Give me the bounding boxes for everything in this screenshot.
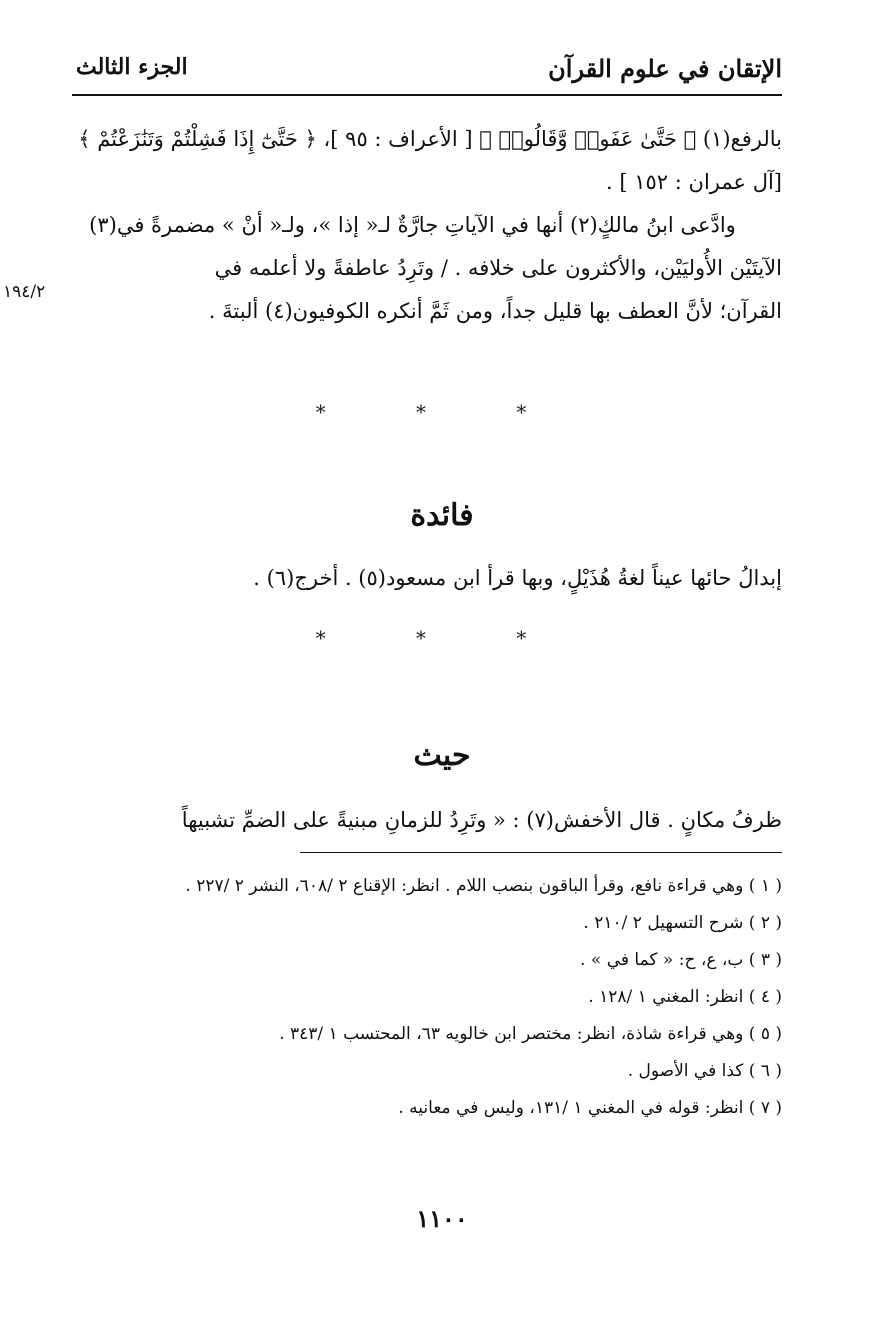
haythu-text: ظرفُ مكانٍ . قال الأخفش(٧) : « وتَرِدُ للزمانِ مبنيةً على الضمِّ تشبيهاً xyxy=(181,808,782,832)
margin-page-reference: ١٩٤/٢ xyxy=(3,282,46,302)
footnote-4: ( ٤ ) انظر: المغني ١ /١٢٨ . xyxy=(588,987,782,1007)
volume-label: الجزء الثالث xyxy=(76,54,188,80)
separator-stars-1: * * * xyxy=(315,400,569,424)
paragraph-2-line-1: وادَّعى ابنُ مالكٍ(٢) أنها في الآياتِ جارَّةٌ لـ« إذا »، ولـ« أنْ » مضمرةً في(٣) xyxy=(89,213,736,237)
page-number: ١١٠٠ xyxy=(416,1204,468,1233)
section-title-faida: فائدة xyxy=(410,498,474,533)
paragraph-1-line-1: بالرفع(١) ﴿ حَتَّىٰ عَفَوا۟ وَّقَالُوا۟ ﴾ [ الأعراف : ٩٥ ]، ﴿ حَتَّىٰٓ إِذَا فَشِلْتُمْ وَتَنَٰزَعْتُمْ ﴾ xyxy=(78,127,782,151)
paragraph-2-line-3: القرآن؛ لأنَّ العطف بها قليل جداً، ومن ثَمَّ أنكره الكوفيون(٤) ألبتةَ . xyxy=(208,299,782,323)
running-header xyxy=(72,50,782,96)
footnote-7: ( ٧ ) انظر: قوله في المغني ١ /١٣١، وليس في معانيه . xyxy=(398,1098,782,1118)
section-title-haythu: حيث xyxy=(413,738,471,773)
paragraph-1-line-2: [آل عمران : ١٥٢ ] . xyxy=(606,170,782,194)
footnote-2: ( ٢ ) شرح التسهيل ٢ /٢١٠ . xyxy=(583,913,782,933)
book-title: الإتقان في علوم القرآن xyxy=(548,54,782,83)
footnote-3: ( ٣ ) ب، ع، ح: « كما في » . xyxy=(580,950,782,970)
paragraph-2-line-2: الآيتَيْن الأُوليَيْن، والأكثرون على خلافه . / وتَرِدُ عاطفةً ولا أعلمه في xyxy=(214,256,782,280)
footnote-separator xyxy=(300,852,782,853)
footnote-5: ( ٥ ) وهي قراءة شاذة، انظر: مختصر ابن خالويه ٦٣، المحتسب ١ /٣٤٣ . xyxy=(279,1024,782,1044)
footnote-6: ( ٦ ) كذا في الأصول . xyxy=(627,1061,782,1081)
faida-text: إبدالُ حائها عيناً لغةُ هُذَيْلٍ، وبها قرأ ابن مسعود(٥) . أخرج(٦) . xyxy=(253,566,782,590)
main-text xyxy=(75,118,782,333)
footnote-1: ( ١ ) وهي قراءة نافع، وقرأ الباقون بنصب اللام . انظر: الإقناع ٢ /٦٠٨، النشر ٢ /٢٢٧ . xyxy=(185,876,782,896)
separator-stars-2: * * * xyxy=(315,626,569,650)
footnotes xyxy=(90,868,782,1127)
